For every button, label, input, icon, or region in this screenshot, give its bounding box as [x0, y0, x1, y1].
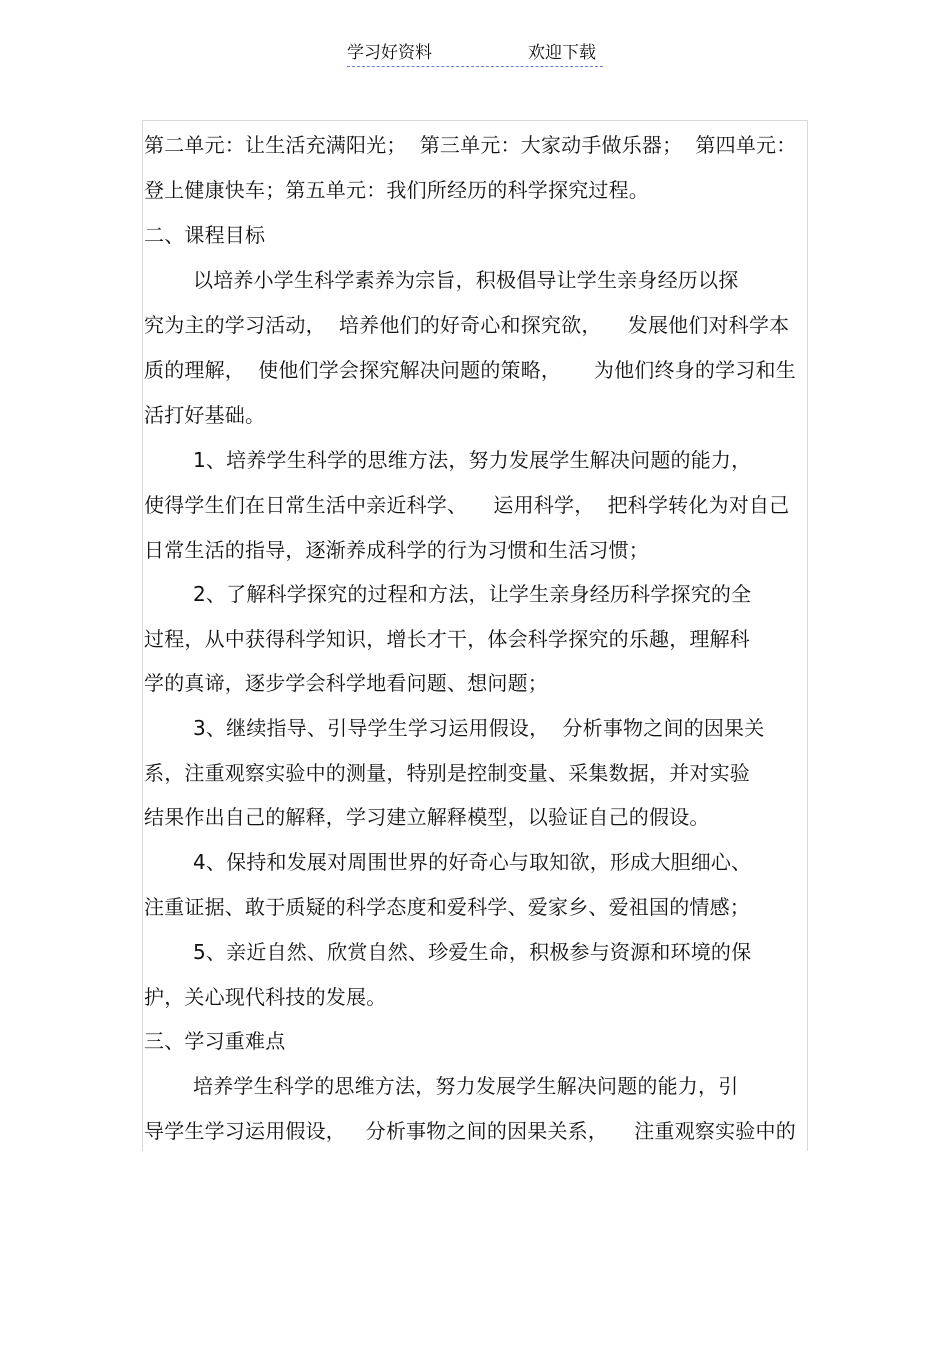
- text-line: 活打好基础。: [144, 403, 266, 427]
- text-line: 学的真谛，逐步学会科学地看问题、想问题；: [144, 671, 548, 695]
- list-item: 3、继续指导、引导学生学习运用假设， 分析事物之间的因果关: [193, 716, 765, 740]
- text-line: 导学生学习运用假设， 分析事物之间的因果关系， 注重观察实验中的: [144, 1119, 796, 1143]
- header-right-text: 欢迎下载: [528, 43, 596, 63]
- header-left-text: 学习好资料: [347, 43, 432, 63]
- text-line: 使得学生们在日常生活中亲近科学、 运用科学， 把科学转化为对自己: [144, 493, 790, 517]
- section-heading: 三、学习重难点: [144, 1029, 286, 1053]
- text-line: 护，关心现代科技的发展。: [144, 985, 387, 1009]
- text-line: 质的理解， 使他们学会探究解决问题的策略， 为他们终身的学习和生: [144, 358, 796, 382]
- text-line: 注重证据、敢于质疑的科学态度和爱科学、爱家乡、爱祖国的情感；: [144, 895, 750, 919]
- section-heading: 二、课程目标: [144, 223, 266, 247]
- list-item: 2、了解科学探究的过程和方法，让学生亲身经历科学探究的全: [193, 582, 752, 606]
- text-line: 系，注重观察实验中的测量，特别是控制变量、采集数据，并对实验: [144, 761, 750, 785]
- text-line: 日常生活的指导，逐渐养成科学的行为习惯和生活习惯；: [144, 538, 649, 562]
- text-line: 以培养小学生科学素养为宗旨，积极倡导让学生亲身经历以探: [193, 268, 739, 292]
- text-line: 培养学生科学的思维方法，努力发展学生解决问题的能力，引: [193, 1074, 739, 1098]
- text-line: 结果作出自己的解释，学习建立解释模型，以验证自己的假设。: [144, 805, 710, 829]
- list-item: 4、保持和发展对周围世界的好奇心与取知欲，形成大胆细心、: [193, 850, 752, 874]
- page-header: [347, 40, 603, 67]
- text-line: 究为主的学习活动， 培养他们的好奇心和探究欲， 发展他们对科学本: [144, 313, 790, 337]
- list-item: 1、培养学生科学的思维方法，努力发展学生解决问题的能力，: [193, 448, 752, 472]
- text-line: 第二单元：让生活充满阳光； 第三单元：大家动手做乐器； 第四单元：: [144, 133, 797, 157]
- text-line: 登上健康快车；第五单元：我们所经历的科学探究过程。: [144, 178, 649, 202]
- list-item: 5、亲近自然、欣赏自然、珍爱生命，积极参与资源和环境的保: [193, 940, 752, 964]
- text-line: 过程，从中获得科学知识，增长才干，体会科学探究的乐趣，理解科: [144, 627, 750, 651]
